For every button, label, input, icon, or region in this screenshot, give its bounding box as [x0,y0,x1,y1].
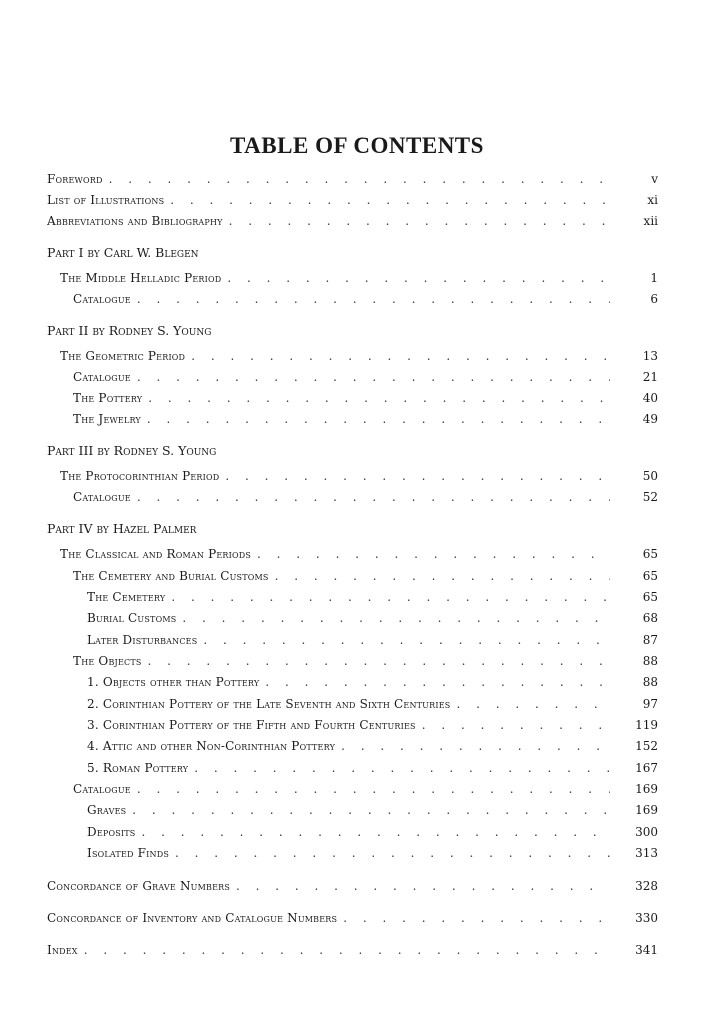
entry-page: 167 [635,761,658,775]
entry-page: 21 [642,370,658,384]
toc-entry-index[interactable] [0,940,714,960]
entry-page: 65 [642,590,658,604]
entry-label: Concordance of Inventory and Catalogue Numbers [47,911,338,925]
part-heading: Part II by Rodney S. Young [47,323,212,338]
entry-label: Catalogue [73,292,131,306]
part-heading: Part III by Rodney S. Young [47,443,217,458]
toc-entry[interactable] [0,736,714,756]
entry-label: The Classical and Roman Periods [60,547,252,561]
toc-entry-list-of-illustrations[interactable] [0,190,714,210]
entry-label: The Cemetery [87,590,166,604]
entry-label: Abbreviations and Bibliography [47,214,223,228]
toc-entry[interactable] [0,544,714,564]
dot-leader [422,715,610,735]
dot-leader [171,587,610,607]
toc-entry[interactable] [0,630,714,650]
toc-entry[interactable] [0,694,714,714]
entry-label: Catalogue [73,490,131,504]
dot-leader [109,169,610,189]
toc-entry[interactable] [0,800,714,820]
dot-leader [456,694,610,714]
entry-page: xii [643,214,658,228]
dot-leader [175,843,610,863]
toc-entry[interactable] [0,822,714,842]
dot-leader [148,651,610,671]
entry-label: The Cemetery and Burial Customs [73,569,269,583]
toc-entry[interactable] [0,388,714,408]
toc-entry[interactable] [0,466,714,486]
toc-entry[interactable] [0,289,714,309]
toc-entry[interactable] [0,758,714,778]
dot-leader [137,779,610,799]
dot-leader [170,190,610,210]
dot-leader [137,487,610,507]
dot-leader [182,608,610,628]
dot-leader [229,211,610,231]
toc-entry[interactable] [0,876,714,896]
entry-label: 2. Corinthian Pottery of the Late Seventh and Sixth Centuries [87,697,451,711]
entry-page: 65 [642,547,658,561]
entry-page: 87 [642,633,658,647]
entry-label: Catalogue [73,370,131,384]
entry-label: Graves [87,803,127,817]
entry-page: 68 [642,611,658,625]
entry-page: 152 [635,739,658,753]
entry-page: 169 [635,782,658,796]
dot-leader [203,630,610,650]
entry-label: Index [47,943,78,957]
entry-label: The Protocorinthian Period [60,469,220,483]
entry-page: 40 [642,391,658,405]
toc-entry[interactable] [0,672,714,692]
entry-page: 300 [635,825,658,839]
entry-label: The Objects [73,654,142,668]
toc-entry-abbreviations[interactable] [0,211,714,231]
entry-page: 65 [642,569,658,583]
entry-page: 169 [635,803,658,817]
dot-leader [225,466,610,486]
toc-entry[interactable] [0,409,714,429]
part-heading: Part IV by Hazel Palmer [47,521,197,536]
dot-leader [236,876,610,896]
entry-page: xi [647,193,658,207]
entry-label: Catalogue [73,782,131,796]
dot-leader [275,566,610,586]
entry-page: 50 [642,469,658,483]
dot-leader [84,940,610,960]
entry-page: 97 [642,697,658,711]
dot-leader [141,822,610,842]
entry-label: Foreword [47,172,103,186]
toc-entry[interactable] [0,487,714,507]
dot-leader [343,908,610,928]
entry-page: 13 [642,349,658,363]
entry-page: 88 [642,675,658,689]
toc-entry[interactable] [0,346,714,366]
dot-leader [194,758,610,778]
toc-entry[interactable] [0,268,714,288]
entry-label: 4. Attic and other Non-Corinthian Pottery [87,739,336,753]
toc-entry[interactable] [0,908,714,928]
dot-leader [265,672,610,692]
dot-leader [191,346,610,366]
entry-label: Deposits [87,825,136,839]
toc-entry-foreword[interactable] [0,169,714,189]
entry-label: 1. Objects other than Pottery [87,675,260,689]
dot-leader [341,736,610,756]
entry-label: Later Disturbances [87,633,198,647]
toc-entry[interactable] [0,566,714,586]
part-heading: Part I by Carl W. Blegen [47,245,199,260]
entry-label: The Jewelry [73,412,141,426]
entry-page: 341 [635,943,658,957]
toc-entry[interactable] [0,651,714,671]
entry-label: 5. Roman Pottery [87,761,189,775]
entry-label: List of Illustrations [47,193,165,207]
dot-leader [132,800,610,820]
entry-page: 6 [650,292,658,306]
dot-leader [137,367,610,387]
dot-leader [148,388,610,408]
dot-leader [227,268,610,288]
entry-page: 119 [635,718,658,732]
entry-page: 313 [635,846,658,860]
dot-leader [257,544,610,564]
entry-page: 1 [650,271,658,285]
entry-label: The Geometric Period [60,349,186,363]
entry-label: The Middle Helladic Period [60,271,222,285]
dot-leader [147,409,610,429]
entry-label: Burial Customs [87,611,177,625]
dot-leader [137,289,610,309]
entry-page: 328 [635,879,658,893]
toc-entry[interactable] [0,779,714,799]
entry-page: 49 [642,412,658,426]
entry-page: 330 [635,911,658,925]
toc-entry[interactable] [0,843,714,863]
toc-entry[interactable] [0,587,714,607]
page-title: TABLE OF CONTENTS [230,133,484,158]
entry-page: 52 [642,490,658,504]
toc-entry[interactable] [0,715,714,735]
entry-label: Concordance of Grave Numbers [47,879,231,893]
entry-label: Isolated Finds [87,846,170,860]
entry-page: 88 [642,654,658,668]
toc-entry[interactable] [0,367,714,387]
entry-label: The Pottery [73,391,143,405]
entry-label: 3. Corinthian Pottery of the Fifth and Fourth Centuries [87,718,416,732]
toc-entry[interactable] [0,608,714,628]
entry-page: v [651,172,658,186]
